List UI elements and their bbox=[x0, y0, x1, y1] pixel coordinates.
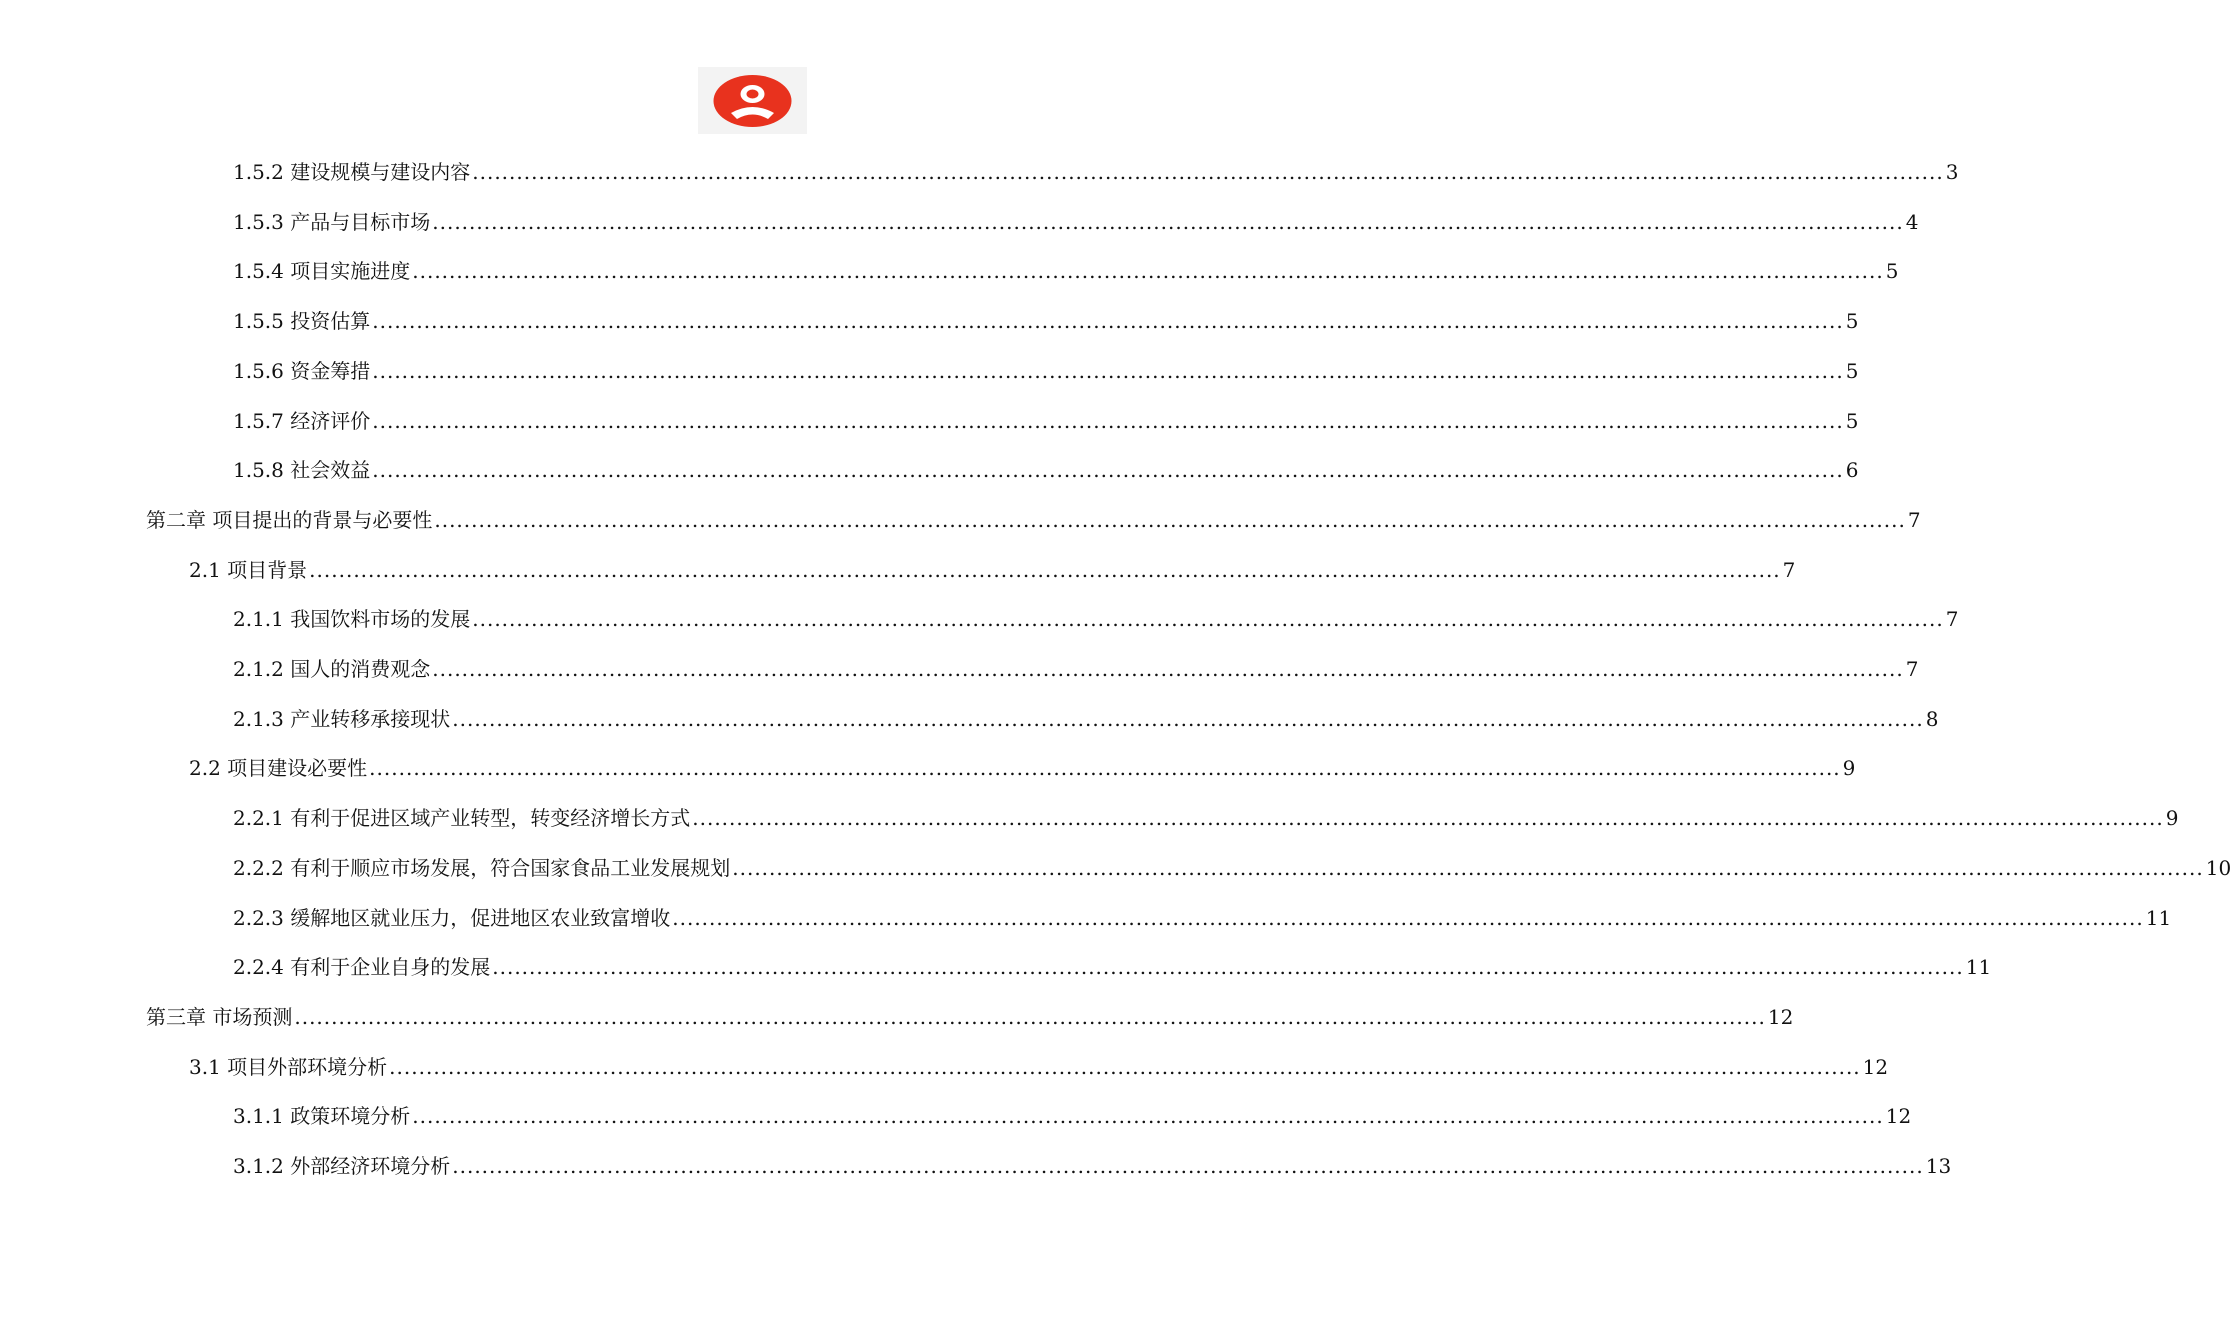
toc-entry-title: 第二章 项目提出的背景与必要性 bbox=[146, 507, 433, 532]
toc-leader-dots: ........................................................................................................................................................................................................ bbox=[492, 955, 1964, 980]
toc-entry-page: 4 bbox=[1905, 209, 1919, 234]
toc-entry-page: 7 bbox=[1782, 557, 1796, 582]
toc-entry-page: 10 bbox=[2205, 855, 2231, 880]
toc-entry[interactable] bbox=[233, 645, 1919, 693]
toc-leader-dots: ........................................................................................................................................................................................................ bbox=[452, 706, 1924, 731]
toc-entry-page: 12 bbox=[1767, 1004, 1794, 1029]
toc-entry-page: 6 bbox=[1845, 458, 1859, 483]
toc-entry[interactable] bbox=[233, 198, 1919, 246]
toc-entry-title: 2.2.3 缓解地区就业压力，促进地区农业致富增收 bbox=[233, 905, 671, 930]
toc-entry-page: 7 bbox=[1945, 607, 1959, 632]
toc-entry-title: 2.2.2 有利于顺应市场发展，符合国家食品工业发展规划 bbox=[233, 855, 731, 880]
toc-entry-title: 2.2 项目建设必要性 bbox=[189, 756, 368, 781]
toc-entry-page: 7 bbox=[1907, 507, 1921, 532]
toc-entry-title: 2.1.1 我国饮料市场的发展 bbox=[233, 607, 471, 632]
toc-leader-dots: ........................................................................................................................................................................................................ bbox=[372, 458, 1844, 483]
toc-entry[interactable] bbox=[189, 546, 1796, 594]
toc-entry-page: 7 bbox=[1905, 657, 1919, 681]
toc-entry[interactable] bbox=[189, 1043, 1889, 1091]
toc-entry-title: 1.5.5 投资估算 bbox=[233, 309, 371, 334]
toc-entry[interactable] bbox=[233, 794, 2179, 842]
toc-entry-title: 2.1.3 产业转移承接现状 bbox=[233, 706, 451, 731]
toc-entry-page: 5 bbox=[1845, 358, 1859, 383]
toc-leader-dots: ........................................................................................................................................................................................................ bbox=[692, 806, 2164, 831]
toc-entry-title: 3.1.1 政策环境分析 bbox=[233, 1104, 411, 1129]
toc-entry-title: 1.5.2 建设规模与建设内容 bbox=[233, 160, 471, 184]
toc-leader-dots: ........................................................................................................................................................................................................ bbox=[472, 160, 1944, 184]
toc-entry-title: 3.1.2 外部经济环境分析 bbox=[233, 1154, 451, 1178]
toc-leader-dots: ........................................................................................................................................................................................................ bbox=[452, 1154, 1924, 1178]
toc-leader-dots: ........................................................................................................................................................................................................ bbox=[412, 1104, 1884, 1129]
toc-entry[interactable] bbox=[189, 744, 1856, 792]
toc-entry-title: 2.2.1 有利于促进区域产业转型，转变经济增长方式 bbox=[233, 806, 691, 831]
toc-entry[interactable] bbox=[233, 1142, 1952, 1190]
toc-entry-title: 3.1 项目外部环境分析 bbox=[189, 1054, 388, 1079]
toc-leader-dots: ........................................................................................................................................................................................................ bbox=[309, 557, 1781, 582]
toc-leader-dots: ........................................................................................................................................................................................................ bbox=[732, 855, 2204, 880]
toc-entry-title: 2.1 项目背景 bbox=[189, 557, 308, 582]
toc-leader-dots: ........................................................................................................................................................................................................ bbox=[432, 657, 1904, 681]
logo-icon bbox=[698, 67, 807, 134]
toc-entry-page: 11 bbox=[2145, 905, 2172, 930]
toc-entry-page: 12 bbox=[1862, 1054, 1889, 1079]
toc-leader-dots: ........................................................................................................................................................................................................ bbox=[472, 607, 1944, 632]
toc-entry-page: 8 bbox=[1925, 706, 1939, 731]
toc-entry[interactable] bbox=[146, 496, 1921, 544]
toc-entry-page: 9 bbox=[2165, 806, 2179, 831]
toc-entry[interactable] bbox=[233, 446, 1859, 494]
toc-entry[interactable] bbox=[233, 148, 1959, 196]
toc-entry[interactable] bbox=[233, 943, 1992, 991]
toc-leader-dots: ........................................................................................................................................................................................................ bbox=[434, 507, 1906, 532]
toc-entry[interactable] bbox=[233, 297, 1859, 345]
toc-entry-page: 5 bbox=[1845, 309, 1859, 334]
toc-entry-title: 2.2.4 有利于企业自身的发展 bbox=[233, 955, 491, 980]
toc-entry-page: 5 bbox=[1885, 259, 1899, 284]
toc-entry-title: 1.5.4 项目实施进度 bbox=[233, 259, 411, 284]
toc-leader-dots: ........................................................................................................................................................................................................ bbox=[672, 905, 2144, 930]
toc-entry-title: 1.5.6 资金筹措 bbox=[233, 358, 371, 383]
toc-entry-title: 1.5.7 经济评价 bbox=[233, 408, 371, 433]
toc-entry-page: 11 bbox=[1965, 955, 1992, 980]
toc-leader-dots: ........................................................................................................................................................................................................ bbox=[294, 1004, 1766, 1029]
toc-entry[interactable] bbox=[233, 595, 1959, 643]
toc-leader-dots: ........................................................................................................................................................................................................ bbox=[389, 1054, 1861, 1079]
toc-entry-title: 2.1.2 国人的消费观念 bbox=[233, 657, 431, 681]
toc-entry-page: 13 bbox=[1925, 1154, 1952, 1178]
toc-entry[interactable] bbox=[233, 844, 2231, 892]
toc-entry[interactable] bbox=[146, 993, 1794, 1041]
toc-entry[interactable] bbox=[233, 347, 1859, 395]
toc-leader-dots: ........................................................................................................................................................................................................ bbox=[372, 408, 1844, 433]
toc-entry-page: 9 bbox=[1842, 756, 1856, 781]
toc-entry[interactable] bbox=[233, 894, 2172, 942]
toc-leader-dots: ........................................................................................................................................................................................................ bbox=[372, 309, 1844, 334]
toc-entry[interactable] bbox=[233, 247, 1899, 295]
toc-entry-page: 3 bbox=[1945, 160, 1959, 184]
toc-entry-page: 12 bbox=[1885, 1104, 1912, 1129]
toc-leader-dots: ........................................................................................................................................................................................................ bbox=[369, 756, 1841, 781]
toc-entry[interactable] bbox=[233, 695, 1939, 743]
toc-leader-dots: ........................................................................................................................................................................................................ bbox=[432, 209, 1904, 234]
toc-entry[interactable] bbox=[233, 1092, 1912, 1140]
toc-entry-title: 第三章 市场预测 bbox=[146, 1004, 293, 1029]
toc-entry-title: 1.5.3 产品与目标市场 bbox=[233, 209, 431, 234]
toc-entry[interactable] bbox=[233, 397, 1859, 445]
toc-leader-dots: ........................................................................................................................................................................................................ bbox=[412, 259, 1884, 284]
toc-entry-title: 1.5.8 社会效益 bbox=[233, 458, 371, 483]
toc-leader-dots: ........................................................................................................................................................................................................ bbox=[372, 358, 1844, 383]
company-logo bbox=[698, 67, 807, 134]
toc-entry-page: 5 bbox=[1845, 408, 1859, 433]
